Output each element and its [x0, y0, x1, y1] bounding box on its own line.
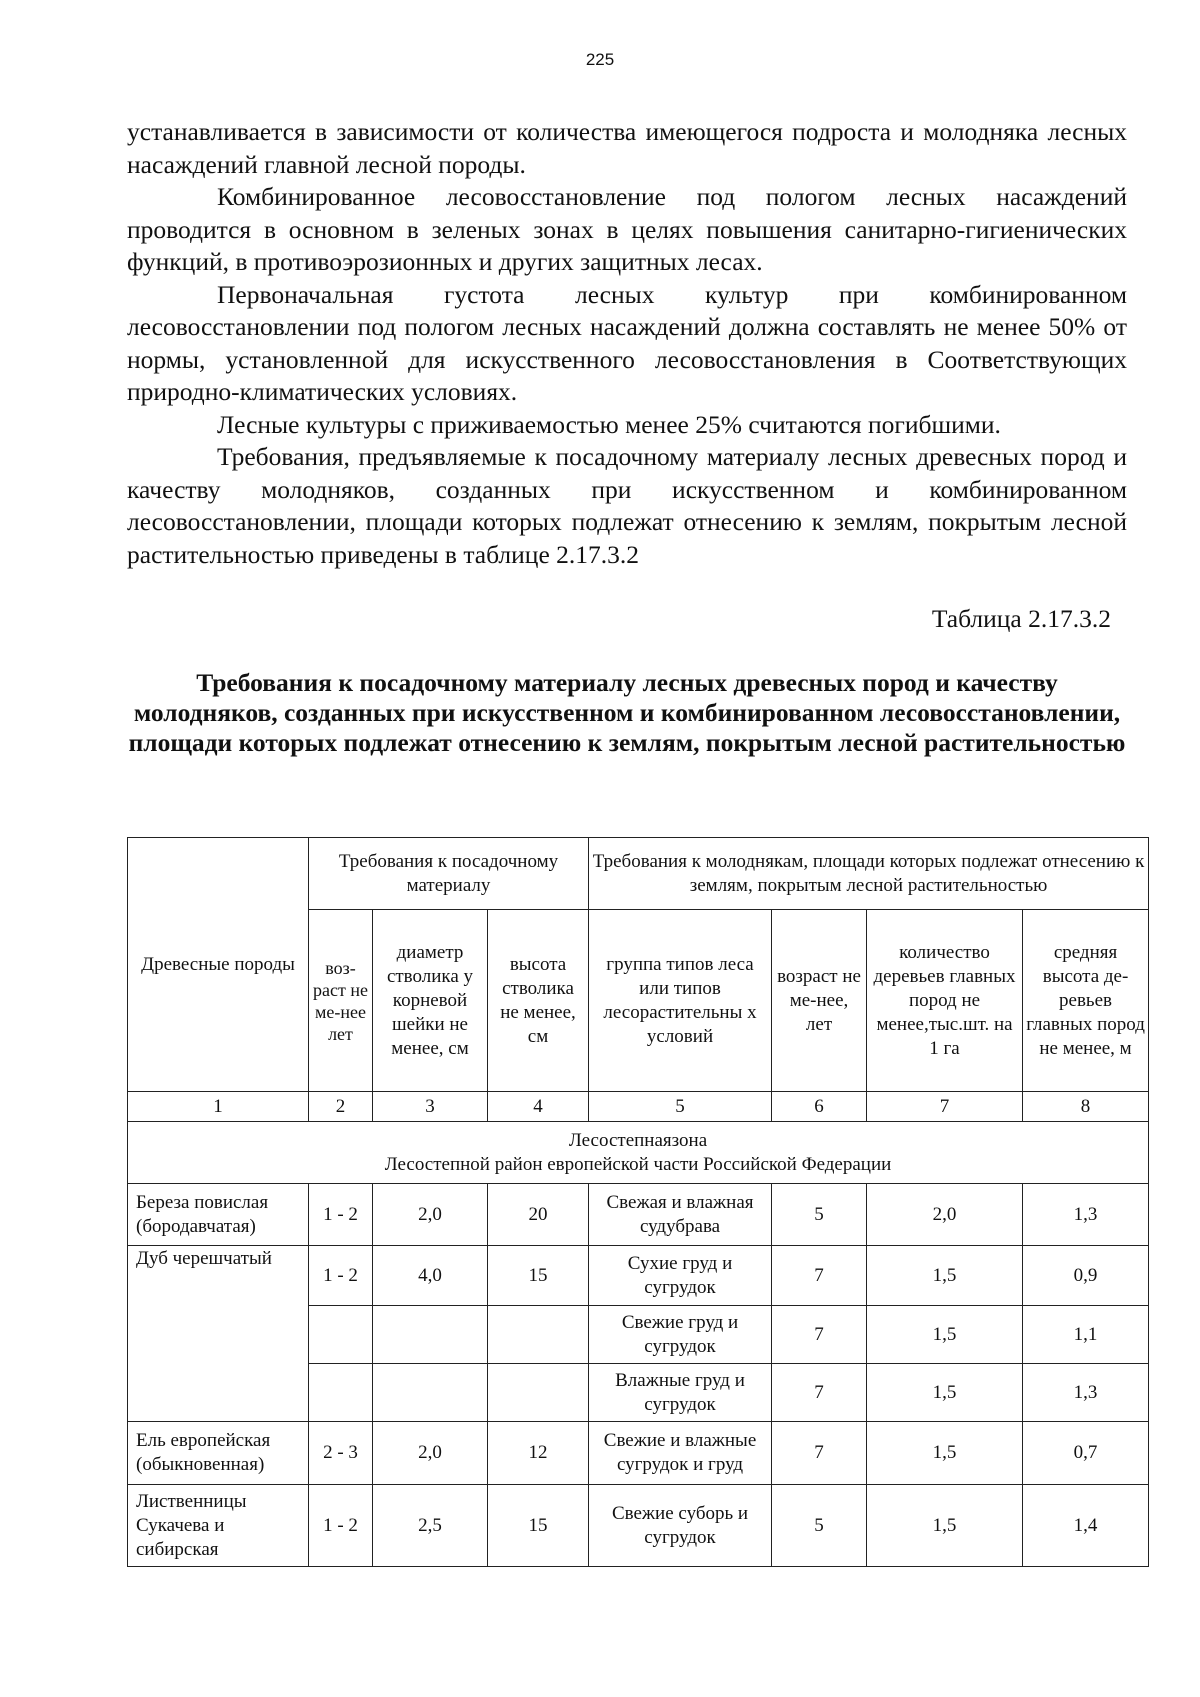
column-number: 7	[867, 1092, 1023, 1122]
header-tree-count: количество деревьев главных пород не менее,тыс.шт. на 1 га	[867, 910, 1023, 1092]
height-cell: 12	[488, 1422, 589, 1485]
body-text	[127, 116, 1127, 571]
zone-header	[128, 1122, 1149, 1184]
age-cell: 2 - 3	[309, 1422, 373, 1485]
count-cell: 1,5	[867, 1485, 1023, 1567]
count-cell: 2,0	[867, 1184, 1023, 1246]
forest-group-cell: Сухие груд и сугрудок	[589, 1246, 772, 1306]
avg-height-cell: 1,3	[1023, 1184, 1149, 1246]
height-cell	[488, 1364, 589, 1422]
young-age-cell: 7	[772, 1422, 867, 1485]
column-number: 1	[128, 1092, 309, 1122]
table-row	[128, 1184, 1149, 1246]
age-cell: 1 - 2	[309, 1184, 373, 1246]
count-cell: 1,5	[867, 1246, 1023, 1306]
header-planting-group: Требования к посадочному материалу	[309, 838, 589, 910]
species-cell: Ель европейская (обыкновенная)	[128, 1422, 309, 1485]
species-cell: Дуб черешчатый	[128, 1246, 309, 1422]
count-cell: 1,5	[867, 1306, 1023, 1364]
avg-height-cell: 1,3	[1023, 1364, 1149, 1422]
avg-height-cell: 0,7	[1023, 1422, 1149, 1485]
table-row	[128, 1246, 1149, 1306]
diameter-cell	[373, 1306, 488, 1364]
table-reference: Таблица 2.17.3.2	[931, 604, 1111, 633]
column-number: 8	[1023, 1092, 1149, 1122]
avg-height-cell: 1,1	[1023, 1306, 1149, 1364]
age-cell	[309, 1306, 373, 1364]
young-age-cell: 5	[772, 1485, 867, 1567]
header-young-age: возраст не ме-нее, лет	[772, 910, 867, 1092]
header-species: Древесные породы	[128, 838, 309, 1092]
diameter-cell	[373, 1364, 488, 1422]
young-age-cell: 5	[772, 1184, 867, 1246]
column-number: 3	[373, 1092, 488, 1122]
table-row	[128, 1422, 1149, 1485]
species-cell: Береза повислая (бородавчатая)	[128, 1184, 309, 1246]
column-number: 6	[772, 1092, 867, 1122]
young-age-cell: 7	[772, 1246, 867, 1306]
zone-name: Лесостепнаязона	[568, 1129, 708, 1151]
young-age-cell: 7	[772, 1306, 867, 1364]
paragraph: Комбинированное лесовосстановление под пологом лесных насаждений проводится в основном в зеленых зонах в целях повышения санитарно-гигиенических функций, в противоэрозионных и других защитных лесах.	[127, 182, 1127, 276]
header-height: высота стволика не менее, см	[488, 910, 589, 1092]
header-age: воз-раст не ме-нее лет	[309, 910, 373, 1092]
age-cell	[309, 1364, 373, 1422]
count-cell: 1,5	[867, 1422, 1023, 1485]
paragraph: Первоначальная густота лесных культур при комбинированном лесовосстановлении под пологом лесных насаждений должна составлять не менее 50% от нормы, установленной для искусственного лесовосстановления в Соответствующих природно-климатических условиях.	[127, 279, 1127, 406]
column-number: 2	[309, 1092, 373, 1122]
avg-height-cell: 1,4	[1023, 1485, 1149, 1567]
forest-group-cell: Влажные груд и сугрудок	[589, 1364, 772, 1422]
paragraph: Лесные культуры с приживаемостью менее 25% считаются погибшими.	[217, 409, 1001, 439]
age-cell: 1 - 2	[309, 1485, 373, 1567]
header-avg-height: средняя высота де-ревьев главных пород не менее, м	[1023, 910, 1149, 1092]
height-cell: 15	[488, 1246, 589, 1306]
diameter-cell: 2,0	[373, 1422, 488, 1485]
diameter-cell: 4,0	[373, 1246, 488, 1306]
column-number: 4	[488, 1092, 589, 1122]
young-age-cell: 7	[772, 1364, 867, 1422]
count-cell: 1,5	[867, 1364, 1023, 1422]
forest-group-cell: Свежая и влажная судубрава	[589, 1184, 772, 1246]
requirements-table	[127, 837, 1149, 1567]
forest-group-cell: Свежие груд и сугрудок	[589, 1306, 772, 1364]
height-cell: 15	[488, 1485, 589, 1567]
table-title: Требования к посадочному материалу лесных древесных пород и качеству молодняков, созданных при искусственном и комбинированном лесовосстановлении, площади которых подлежат отнесению к землям, покрытым лесной растительностью	[128, 668, 1126, 757]
page-number: 225	[585, 50, 615, 69]
diameter-cell: 2,0	[373, 1184, 488, 1246]
height-cell: 20	[488, 1184, 589, 1246]
header-diameter: диаметр стволика у корневой шейки не менее, см	[373, 910, 488, 1092]
paragraph: Требования, предъявляемые к посадочному материалу лесных древесных пород и качеству молодняков, созданных при искусственном и комбинированном лесовосстановлении, площади которых подлежат отнесению к землям, покрытым лесной растительностью приведены в таблице 2.17.3.2	[127, 442, 1127, 569]
species-cell: Лиственницы Сукачева и сибирская	[128, 1485, 309, 1567]
paragraph: устанавливается в зависимости от количества имеющегося подроста и молодняка лесных насаждений главной лесной породы.	[127, 117, 1127, 179]
diameter-cell: 2,5	[373, 1485, 488, 1567]
header-young-group: Требования к молоднякам, площади которых подлежат отнесению к землям, покрытым лесной растительностью	[589, 838, 1149, 910]
header-forest-group: группа типов леса или типов лесорастительны х условий	[589, 910, 772, 1092]
forest-group-cell: Свежие и влажные сугрудок и груд	[589, 1422, 772, 1485]
zone-region: Лесостепной район европейской части Российской Федерации	[384, 1153, 892, 1175]
height-cell	[488, 1306, 589, 1364]
age-cell: 1 - 2	[309, 1246, 373, 1306]
table-row	[128, 1485, 1149, 1567]
avg-height-cell: 0,9	[1023, 1246, 1149, 1306]
forest-group-cell: Свежие суборь и сугрудок	[589, 1485, 772, 1567]
column-number: 5	[589, 1092, 772, 1122]
